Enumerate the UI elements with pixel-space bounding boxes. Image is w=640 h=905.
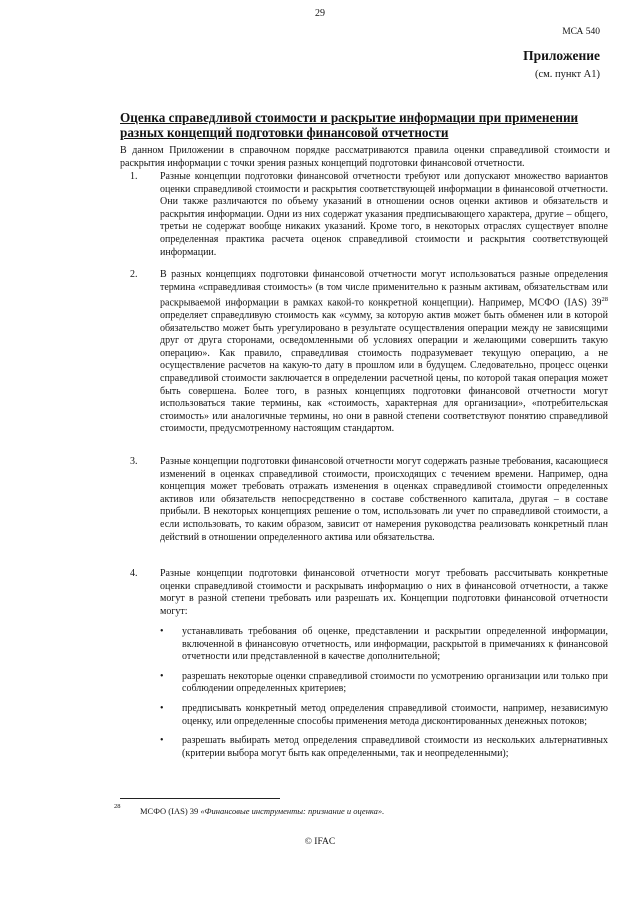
list-item <box>160 735 608 760</box>
footnote <box>114 803 590 816</box>
bullet-list <box>160 626 608 767</box>
paragraph-number: 2. <box>130 269 138 280</box>
page-number: 29 <box>315 8 325 19</box>
list-item <box>160 703 608 728</box>
paragraph-4 <box>120 568 608 618</box>
bullet-mark: • <box>160 626 164 637</box>
appendix-reference: (см. пункт А1) <box>534 69 600 80</box>
section-title: Оценка справедливой стоимости и раскрытие информации при применении разных концепций подготовки финансовой отчетности <box>120 110 579 140</box>
bullet-mark: • <box>160 670 164 682</box>
list-item <box>160 671 608 696</box>
paragraph-text: Разные концепции подготовки финансовой отчетности требуют или допускают множество вариантов оценки справедливой стоимости и раскрытия соответствующей информации в финансовой отчетности. Они также различаются по объему указаний в отношении основ оценки активов и обязательств и раскрытия информации. Одни из них содержат указания предписывающего характера, другие – общего, третьи не содержат вообще никаких указаний. Кроме того, в некоторых отраслях существует вполне определенная практика расчета оценок справедливой стоимости и раскрытия соответствующей информации. <box>160 171 608 258</box>
list-item-text: разрешать некоторые оценки справедливой стоимости по усмотрению организации или только при соблюдении определенных критериев; <box>182 670 608 695</box>
paragraph-text <box>160 269 608 436</box>
list-item <box>160 626 608 664</box>
paragraph-3 <box>120 456 608 544</box>
paragraph-text: Разные концепции подготовки финансовой отчетности могут требовать рассчитывать конкретные оценки справедливой стоимости и раскрывать информацию о них в финансовой отчетности, а также могут в разной степени требовать или разрешать их. Концепции подготовки финансовой отчетности могут: <box>160 568 608 617</box>
paragraph-text-part: В разных концепциях подготовки финансовой отчетности могут использоваться разные определения термина «справедливая стоимость» (в том числе применительно к разным активам, обязательствам или раскрываемой информации в рамках какой-то конкретной концепции). Например, МСФО (IAS) 39 <box>160 269 608 309</box>
list-item-text: устанавливать требования об оценке, представлении и раскрытии определенной информации, включенной в финансовую отчетность, или информации, раскрытой в примечаниях к финансовой отчетности или представленной в качестве дополнительной; <box>182 626 608 663</box>
footnote-text-normal: МСФО (IAS) 39 <box>140 806 201 816</box>
footnote-number: 28 <box>114 803 121 810</box>
standard-code: МСА 540 <box>562 27 600 37</box>
paragraph-1 <box>120 171 608 259</box>
paragraph-number: 1. <box>130 171 138 182</box>
bullet-mark: • <box>160 735 164 747</box>
footnote-text-italic: «Финансовые инструменты: признание и оценка». <box>200 806 385 816</box>
footnote-divider <box>120 798 280 799</box>
list-item-text: разрешать выбирать метод определения справедливой стоимости из нескольких альтернативных (критерии выбора могут быть как определенными, так и неопределенными); <box>182 735 608 759</box>
paragraph-2 <box>120 269 608 436</box>
footnote-reference: 28 <box>601 296 608 304</box>
paragraph-number: 3. <box>130 456 138 467</box>
intro-paragraph: В данном Приложении в справочном порядке рассматриваются правила оценки справедливой стоимости и раскрытия информации с точки зрения разных концепций подготовки финансовой отчетности. <box>120 145 610 169</box>
copyright-footer: © IFAC <box>304 837 336 847</box>
footnote-text <box>140 806 590 816</box>
bullet-mark: • <box>160 702 164 714</box>
paragraph-number: 4. <box>130 568 138 579</box>
paragraph-text: Разные концепции подготовки финансовой отчетности могут содержать разные требования, касающиеся изменений в оценках справедливой стоимости, происходящих с течением времени. Например, одна концепция может требовать отражать изменения в оценках справедливой стоимости определенных активов или обязательств непосредственно в составе собственного капитала, другая – в составе прибыли. В некоторых концепциях решение о том, использовать ли учет по справедливой стоимости, а если использовать, то каким образом, зависит от намерения руководства реализовать конкретный план действий в отношении определенного актива или обязательства. <box>160 456 608 543</box>
list-item-text: предписывать конкретный метод определения справедливой стоимости, например, независимую оценку, или определенные способы применения метода дисконтированных денежных потоков; <box>182 702 608 727</box>
appendix-title: Приложение <box>523 48 600 63</box>
paragraph-text-part: определяет справедливую стоимость как «сумму, за которую актив может быть обменен или в которой обязательство может быть урегулировано в результате осуществления операции между не зависящими друг от друга сторонами, осведомленными об условиях операции и желающими совершить такую операцию». Как правило, справедливая стоимость подразумевает текущую операцию, а не осуществление расчетов на какую-то дату в прошлом или в будущем. Следовательно, процесс оценки справедливой стоимости заключается в определении расчетной цены, по которой такая операция может быть совершена. Более того, в разных концепциях подготовки финансовой отчетности могут использоваться такие термины, как «стоимость, характерная для организации», «потребительская стоимость» или аналогичные термины, но они в равной степени соответствуют понятию справедливой стоимости, предусмотренному настоящим стандартом. <box>160 310 608 435</box>
